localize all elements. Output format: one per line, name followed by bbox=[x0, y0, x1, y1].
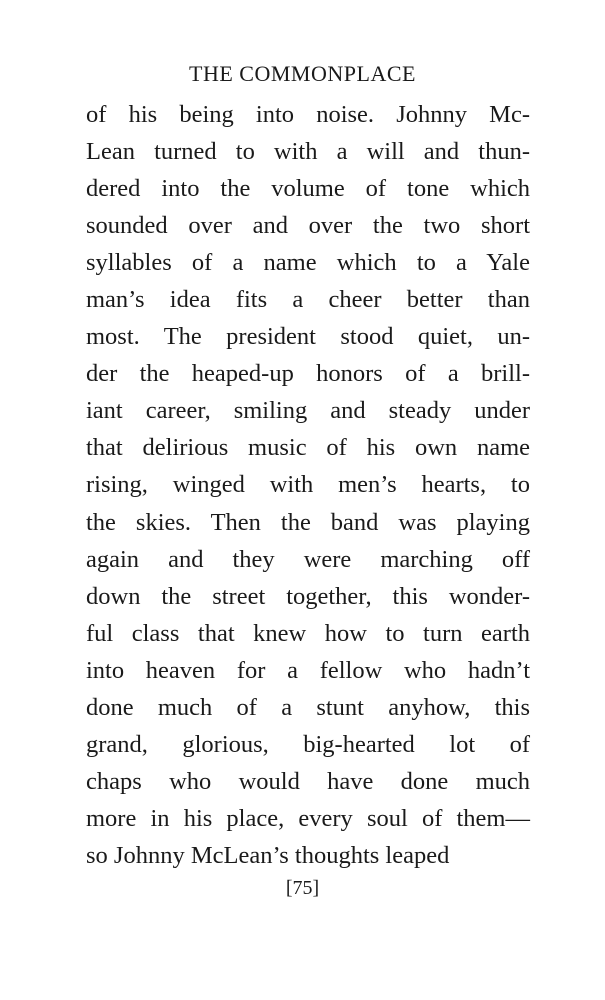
page-number: [75] bbox=[285, 877, 320, 899]
text-line: down the street together, this wonder- bbox=[86, 582, 530, 610]
text-line: grand, glorious, big-hearted lot of bbox=[86, 730, 530, 758]
text-line: syllables of a name which to a Yale bbox=[86, 249, 530, 277]
text-line: rising, winged with men’s hearts, to bbox=[86, 471, 530, 499]
text-line: so Johnny McLean’s thoughts leaped bbox=[86, 841, 450, 869]
text-line: chaps who would have done much bbox=[86, 767, 530, 795]
text-line: the skies. Then the band was playing bbox=[86, 508, 530, 536]
text-line: der the heaped-up honors of a brill- bbox=[86, 360, 530, 388]
text-line: done much of a stunt anyhow, this bbox=[86, 693, 530, 721]
running-head: THE COMMONPLACE bbox=[189, 61, 416, 86]
text-line: Lean turned to with a will and thun- bbox=[86, 138, 530, 166]
text-line: that delirious music of his own name bbox=[86, 434, 530, 462]
text-line: into heaven for a fellow who hadn’t bbox=[86, 656, 530, 684]
text-line: man’s idea fits a cheer better than bbox=[86, 286, 530, 314]
text-line: iant career, smiling and steady under bbox=[86, 397, 530, 425]
text-line: of his being into noise. Johnny Mc- bbox=[86, 101, 530, 128]
text-line: again and they were marching off bbox=[86, 545, 530, 573]
text-line: ful class that knew how to turn earth bbox=[86, 619, 530, 647]
text-line: most. The president stood quiet, un- bbox=[86, 323, 530, 351]
text-line: more in his place, every soul of them— bbox=[86, 804, 530, 832]
body-text bbox=[86, 96, 530, 874]
text-line: dered into the volume of tone which bbox=[86, 175, 530, 203]
text-line: sounded over and over the two short bbox=[86, 212, 530, 240]
